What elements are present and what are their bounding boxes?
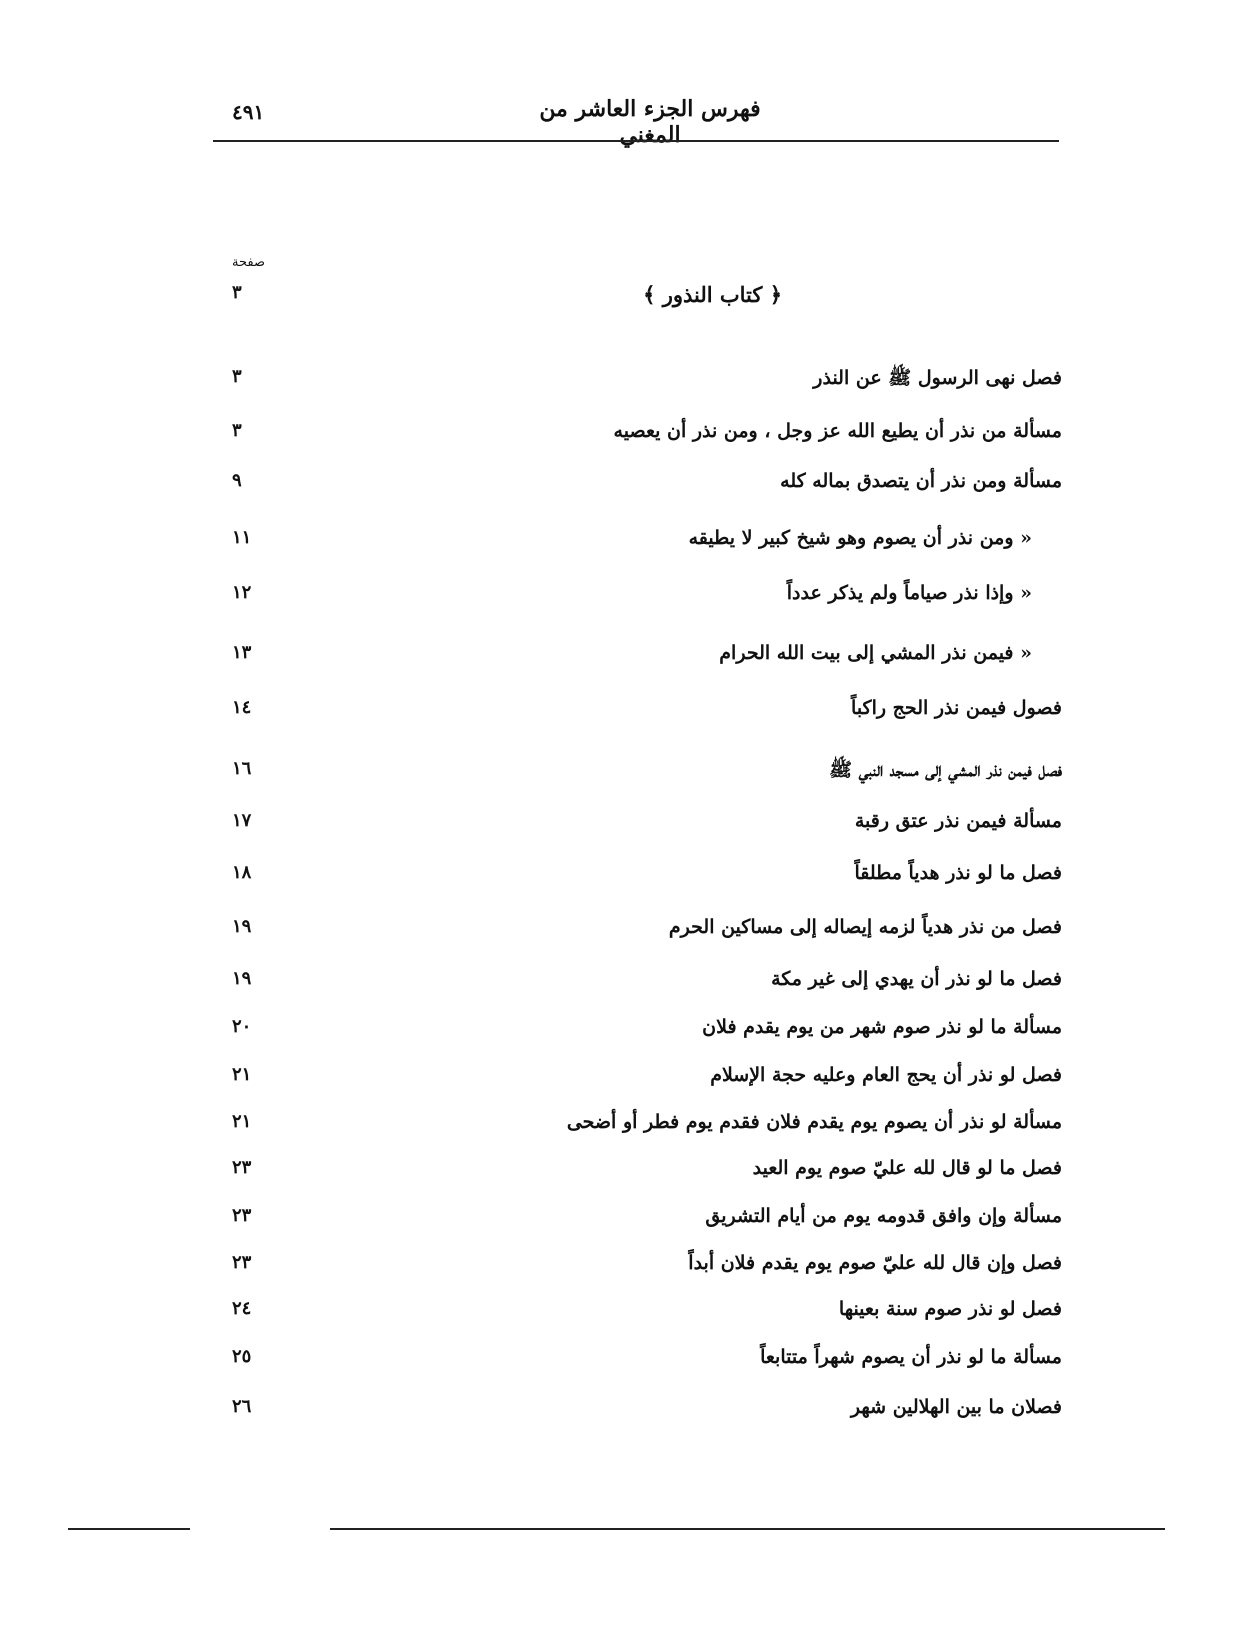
- toc-entry: [232, 1252, 1062, 1292]
- toc-entry-page: ٢١: [232, 1064, 252, 1085]
- toc-entry-page: ٢٦: [232, 1396, 252, 1417]
- toc-entry: [232, 968, 1062, 1008]
- toc-entry: [232, 758, 1062, 798]
- toc-entry-title: مسألة من نذر أن يطيع الله عز وجل ، ومن نذر أن يعصيه: [613, 420, 1062, 442]
- toc-entry-title: مسألة ما لو نذر أن يصوم شهراً متتابعاً: [760, 1346, 1062, 1368]
- toc-entry: [232, 1346, 1062, 1386]
- toc-entry-title: مسألة ومن نذر أن يتصدق بماله كله: [780, 470, 1062, 492]
- toc-entry-title: فصلان ما بين الهلالين شهر: [850, 1396, 1062, 1418]
- toc-entry: [232, 916, 1062, 956]
- toc-entry-page: ٢٠: [232, 1016, 252, 1037]
- toc-entry: [232, 1064, 1062, 1104]
- toc-entry-title: فصل من نذر هدياً لزمه إيصاله إلى مساكين الحرم: [668, 916, 1062, 938]
- toc-entry: [232, 1157, 1062, 1197]
- toc-entry-page: ١١: [232, 527, 252, 548]
- toc-entry-title: فصل ما لو نذر هدياً مطلقاً: [854, 862, 1062, 884]
- toc-entry-page: ٩: [232, 470, 242, 491]
- toc-entry-title: مسألة ما لو نذر صوم شهر من يوم يقدم فلان: [702, 1016, 1062, 1038]
- toc-entry: [232, 1205, 1062, 1245]
- toc-entry-page: ٣: [232, 420, 242, 441]
- toc-entry: [232, 366, 1062, 406]
- toc-entry-title: « وإذا نذر صياماً ولم يذكر عدداً: [786, 582, 1032, 604]
- toc-entry-page: ١٨: [232, 862, 252, 883]
- toc-entry: [232, 862, 1062, 902]
- toc-entry-title: فصل ما لو نذر أن يهدي إلى غير مكة: [771, 968, 1062, 990]
- toc-entry-title: فصل نهى الرسول ﷺ عن النذر: [813, 367, 1062, 389]
- toc-entry-page: ٢٣: [232, 1205, 252, 1226]
- toc-entry: [232, 1016, 1062, 1056]
- toc-entry-page: ١٦: [232, 758, 252, 779]
- toc-entry: [232, 582, 1062, 622]
- toc-entry-title: فصل ما لو قال لله عليّ صوم يوم العيد: [752, 1157, 1062, 1179]
- toc-entry-page: ١٧: [232, 810, 252, 831]
- page-number: ٤٩١: [232, 100, 265, 124]
- toc-entry: [232, 1298, 1062, 1338]
- footer-rule-left: [68, 1528, 190, 1530]
- toc-entry: [232, 697, 1062, 737]
- toc-entry-title: فصل لو نذر صوم سنة بعينها: [838, 1298, 1062, 1320]
- toc-entry-title: فصل فيمن نذر المشي إلى مسجد النبي ﷺ: [829, 759, 1062, 781]
- toc-entry: [232, 810, 1062, 850]
- toc-entry-page: ١٩: [232, 968, 252, 989]
- toc-entry-page: ١٤: [232, 697, 252, 718]
- toc-entry-page: ٢٤: [232, 1298, 252, 1319]
- toc-entry: [232, 470, 1062, 510]
- toc-entry-title: فصل وإن قال لله عليّ صوم يوم يقدم فلان أبداً: [688, 1252, 1062, 1274]
- toc-entry-page: ٣: [232, 366, 242, 387]
- toc-entry-page: ٢٣: [232, 1252, 252, 1273]
- toc-entry: [232, 1396, 1062, 1436]
- toc-entry-title: فصول فيمن نذر الحج راكباً: [851, 697, 1062, 719]
- toc-entry: [232, 1111, 1062, 1151]
- toc-entry-title: ﴿ كتاب النذور ﴾: [643, 282, 782, 307]
- toc-entry-title: مسألة لو نذر أن يصوم يوم يقدم فلان فقدم يوم فطر أو أضحى: [566, 1111, 1062, 1133]
- header-rule: [213, 140, 1059, 142]
- toc-entry-page: ٢٥: [232, 1346, 252, 1367]
- page-column-label: صفحة: [232, 255, 265, 270]
- toc-entry-title: « ومن نذر أن يصوم وهو شيخ كبير لا يطيقه: [688, 527, 1032, 549]
- toc-entry-page: ١٣: [232, 642, 252, 663]
- toc-entry: [232, 282, 1062, 322]
- toc-entry-page: ١٩: [232, 916, 252, 937]
- running-header-title: فهرس الجزء العاشر من المغني: [539, 96, 761, 148]
- toc-entry: [232, 420, 1062, 460]
- toc-entry-page: ٢٣: [232, 1157, 252, 1178]
- toc-entry: [232, 527, 1062, 567]
- toc-entry-title: مسألة فيمن نذر عتق رقبة: [854, 810, 1062, 832]
- toc-entry-title: فصل لو نذر أن يحج العام وعليه حجة الإسلام: [710, 1064, 1062, 1086]
- toc-entry: [232, 642, 1062, 682]
- toc-entry-page: ١٢: [232, 582, 252, 603]
- toc-entry-title: مسألة وإن وافق قدومه يوم من أيام التشريق: [705, 1205, 1062, 1227]
- toc-entry-page: ٢١: [232, 1111, 252, 1132]
- toc-entry-title: « فيمن نذر المشي إلى بيت الله الحرام: [719, 642, 1032, 664]
- toc-entry-page: ٣: [232, 282, 242, 303]
- footer-rule-right: [330, 1528, 1165, 1530]
